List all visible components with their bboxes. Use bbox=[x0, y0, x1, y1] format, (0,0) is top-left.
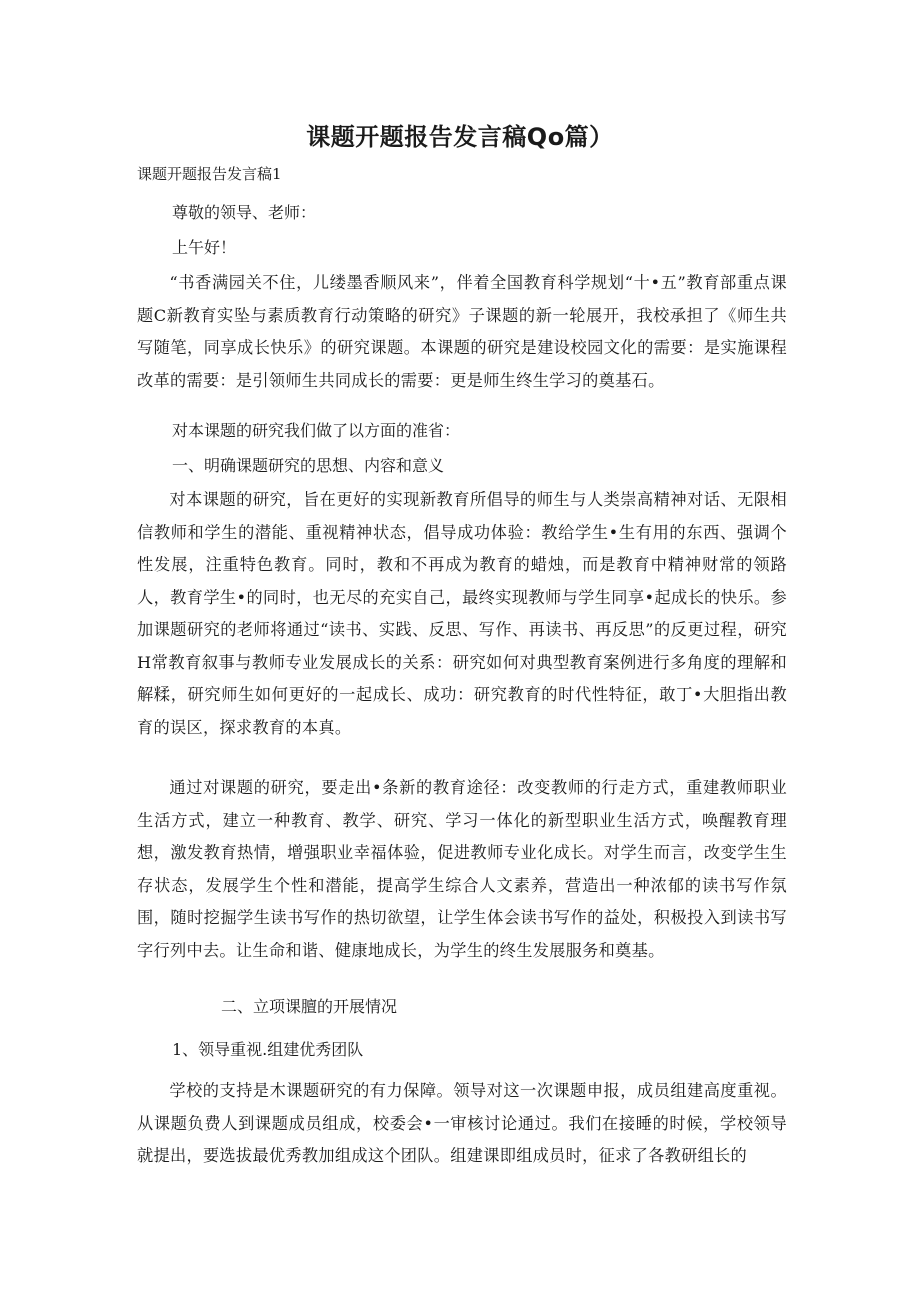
paragraph-4: 通过对课题的研究，要走出•条新的教育途径：改变教师的行走方式，重建教师职业生活方式，建立一种教育、教学、研究、学习一体化的新型职业生活方式，唤醒教育理想，激发教育热情，增强职业幸福体验，促进教师专业化成长。对学生而言，改变学生生存状态，发展学生个性和潜能，提高学生综合人文素养，营造出一种浓郁的读书写作氛围，随时挖掘学生读书写作的热切欲望，让学生体会读书写作的益处，积极投入到读书写字行列中去。让生命和谐、健康地成长，为学生的终生发展服务和奠基。 bbox=[137, 778, 787, 960]
document-title: 课题开题报告发言稿Qo篇） bbox=[306, 123, 614, 151]
paragraph-4-block bbox=[137, 772, 787, 967]
paragraph-1-block bbox=[137, 267, 787, 397]
paragraph-5-block bbox=[137, 1075, 787, 1173]
greeting-line: 尊敬的领导、老师： bbox=[172, 203, 317, 222]
section-heading-1: 一、明确课题研究的思想、内容和意义 bbox=[172, 456, 445, 475]
paragraph-1: “书香满园关不住，儿缕墨香顺风来”，伴着全国教育科学规划“十•五”教育部重点课题C新教育实坠与素质教育行动策略的研究》子课题的新一轮展开，我校承担了《师生共写随笔，同享成长快乐》的研究课题。本课题的研究是建设校园文化的需要：是实施课程改革的需要：是引领师生共同成长的需要：更是师生终生学习的奠基石。 bbox=[137, 273, 787, 390]
paragraph-3-block bbox=[137, 484, 787, 744]
paragraph-2: 对本课题的研究我们做了以方面的准省： bbox=[172, 421, 461, 440]
section-heading-3: 1、领导重视.组建优秀团队 bbox=[172, 1040, 364, 1059]
paragraph-3: 对本课题的研究，旨在更好的实现新教育所倡导的师生与人类崇高精神对话、无限相信教师和学生的潜能、重视精神状态，倡导成功体验：教给学生•生有用的东西、强调个性发展，注重特色教育。同时，教和不再成为教育的蜡烛，而是教育中精神财常的领路人，教育学生•的同时，也无尽的充实自己，最终实现教师与学生同享•起成长的快乐。参加课题研究的老师将通过“读书、实践、反思、写作、再读书、再反思”的反更过程，研究H常教育叙事与教师专业发展成长的关系：研究如何对典型教育案例进行多角度的理解和解糅，研究师生如何更好的一起成长、成功：研究教育的时代性特征，敢丁•大胆指出教育的误区，探求教育的本真。 bbox=[137, 490, 787, 737]
paragraph-5: 学校的支持是木课题研究的有力保障。领导对这一次课题申报，成员组建高度重视。从课题负费人到课题成员组成，校委会•一审核讨论通过。我们在接睡的时候，学校领导就提出，要选拔最优秀教加组成这个团队。组建课即组成员时，征求了各教研组长的 bbox=[137, 1081, 787, 1165]
hello-line: 上午好！ bbox=[172, 238, 237, 257]
document-subtitle: 课题开题报告发言稿1 bbox=[137, 165, 282, 183]
section-heading-2: 二、立项课膻的开展情况 bbox=[221, 997, 398, 1016]
